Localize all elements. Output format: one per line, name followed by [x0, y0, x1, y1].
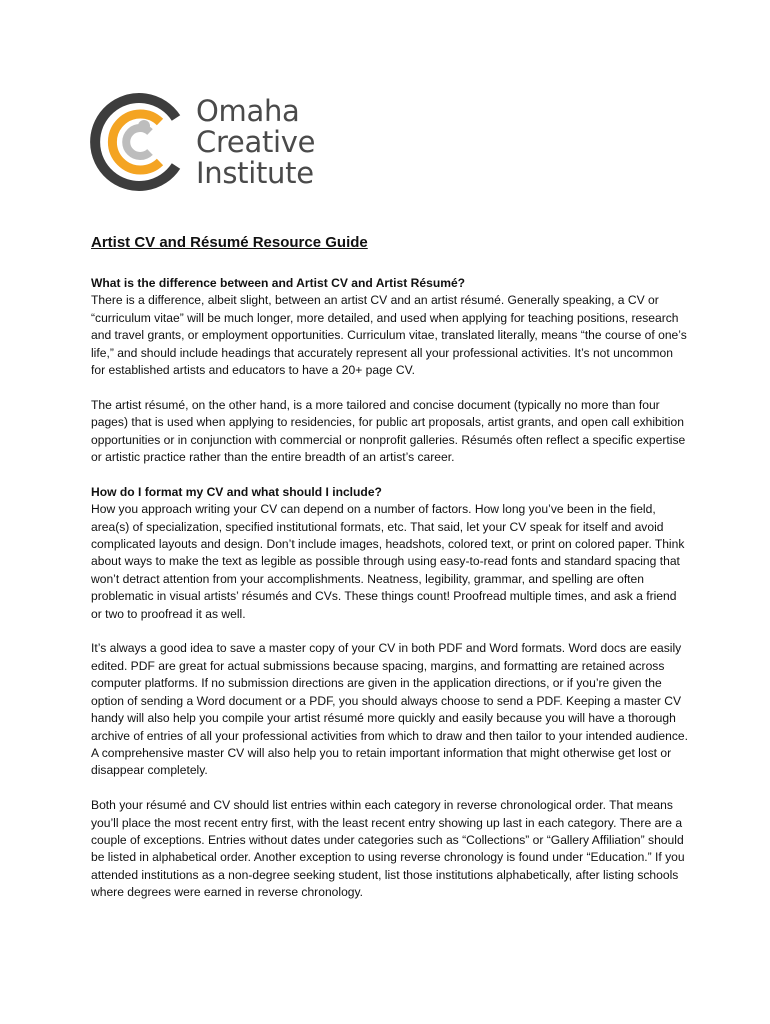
paragraph-cv-definition: There is a difference, albeit slight, between an artist CV and an artist résumé. Generally speaking, a CV or “curriculum vitae” will be much longer, more detailed, and used when applying for teaching positions, research and travel grants, or employment opportunities. Curriculum vitae, translated literally, means “the course of one’s life,” and should include headings that accurately represent all your professional activities. It’s not uncommon for established artists and educators to have a 20+ page CV. — [91, 293, 687, 378]
section-heading-cv-vs-resume: What is the difference between and Artist CV and Artist Résumé? — [91, 276, 466, 290]
paragraph-master-copy: It’s always a good idea to save a master copy of your CV in both PDF and Word formats. Word docs are easily edited. PDF are great for actual submissions because spacing, margins, and formatting are retained across computer platforms. If no submission directions are given in the application directions, or if you’re given the option of sending a Word document or a PDF, you should always choose to send a PDF. Keeping a master CV handy will also help you compile your artist résumé more quickly and easily because you will have a thorough archive of entries of all your professional activities from which to draw and then tailor to your intended audience. A comprehensive master CV will also help you to retain important information that might otherwise get lost or disappear completely. — [91, 641, 688, 778]
document-title: Artist CV and Résumé Resource Guide — [91, 234, 368, 251]
paragraph-chronological-order: Both your résumé and CV should list entries within each category in reverse chronological order. That means you’ll place the most recent entry first, with the least recent entry showing up last in each category. There are a couple of exceptions. Entries without dates under categories such as “Collections” or “Gallery Affiliation” should be listed in alphabetical order. Another exception to using reverse chronology is found under “Education.” If you attended institutions as a non-degree seeking student, list those institutions alphabetically, after listing schools where degrees were earned in reverse chronology. — [91, 798, 685, 900]
logo-wordmark — [196, 96, 315, 189]
paragraph-format-approach: How you approach writing your CV can depend on a number of factors. How long you’ve been in the field, area(s) of specialization, specified institutional formats, etc. That said, let your CV speak for itself and avoid complicated layouts and design. Don’t include images, headshots, colored text, or print on colored paper. Think about ways to make the text as legible as possible through using easy-to-read fonts and standard spacing that won’t detract attention from your accomplishments. Neatness, legibility, grammar, and spelling are often problematic in visual artists’ résumés and CVs. These things count! Proofread multiple times, and ask a friend or two to proofread it as well. — [91, 502, 685, 621]
logo-line-1: Omaha — [196, 94, 300, 128]
section-heading-format: How do I format my CV and what should I include? — [91, 484, 382, 499]
paragraph-resume-definition: The artist résumé, on the other hand, is a more tailored and concise document (typically no more than four pages) that is used when applying to residencies, for public art proposals, artist grants, and open call exhibition opportunities or in conjunction with commercial or nonprofit galleries. Résumés often reflect a specific expertise or artistic practice rather than the entire breadth of an artist’s career. — [91, 397, 686, 465]
organization-logo — [88, 92, 328, 192]
logo-line-3: Institute — [196, 156, 314, 190]
omaha-creative-institute-logo-icon — [88, 92, 188, 192]
logo-line-2: Creative — [196, 125, 316, 159]
document-body — [91, 233, 689, 919]
